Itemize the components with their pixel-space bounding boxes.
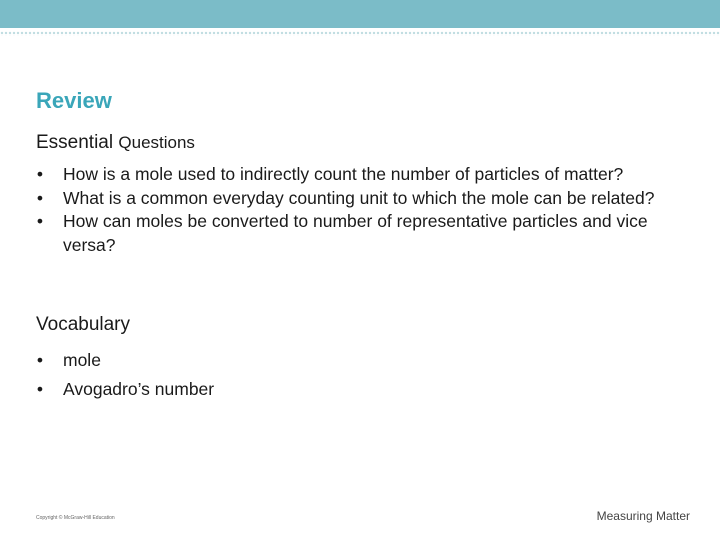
list-item <box>30 346 670 375</box>
question-text: How is a mole used to indirectly count the number of particles of matter? <box>63 164 624 184</box>
bullet-icon: • <box>36 187 44 208</box>
essential-questions-list <box>30 163 670 257</box>
header-dotted-rule <box>0 31 720 36</box>
list-item <box>30 163 670 187</box>
list-item <box>30 187 670 211</box>
bullet-icon: • <box>36 164 44 184</box>
bullet-icon: • <box>36 211 44 231</box>
question-text: How can moles be converted to number of representative particles and vice versa? <box>63 211 648 255</box>
essential-heading-sub: Questions <box>118 133 195 152</box>
footer-section-title: Measuring Matter <box>596 509 690 523</box>
bullet-icon: • <box>36 350 44 370</box>
vocabulary-term: Avogadro’s number <box>63 379 215 399</box>
question-text: What is a common everyday counting unit to which the mole can be related? <box>63 187 655 208</box>
slide-title: Review <box>36 88 112 113</box>
essential-heading-main: Essential <box>36 132 114 153</box>
vocabulary-term: mole <box>63 350 101 370</box>
copyright-notice: Copyright © McGraw-Hill Education <box>36 515 115 521</box>
vocabulary-heading: Vocabulary <box>36 314 131 335</box>
header-band <box>0 0 720 28</box>
essential-questions-heading <box>36 132 195 154</box>
vocabulary-list <box>30 346 670 404</box>
list-item <box>30 375 670 404</box>
bullet-icon: • <box>36 379 44 399</box>
list-item <box>30 210 670 257</box>
